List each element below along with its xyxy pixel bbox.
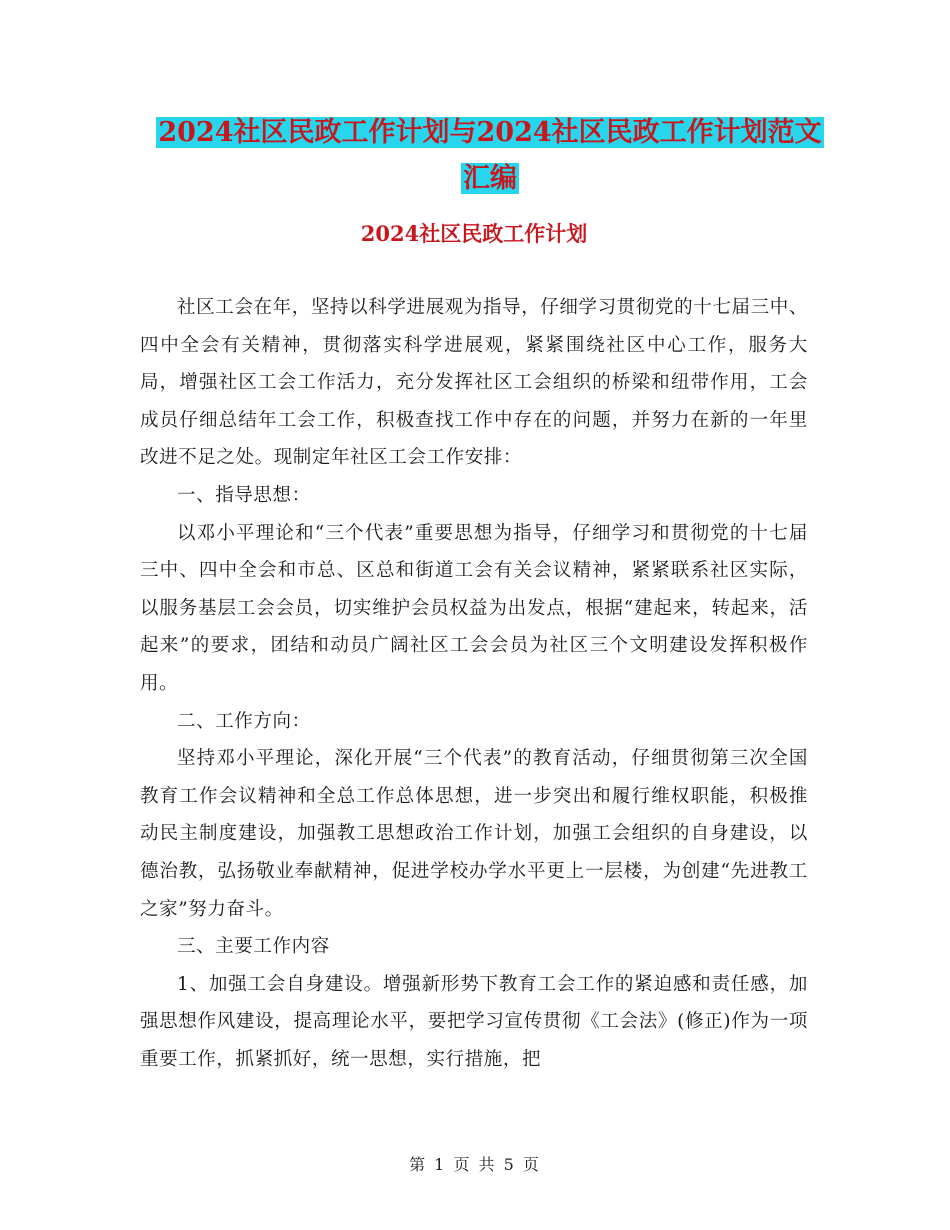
section-title: 2024社区民政工作计划	[360, 221, 588, 246]
page-footer: 第 1 页 共 5 页	[409, 1155, 541, 1174]
heading-work-direction: 二、工作方向：	[177, 710, 311, 732]
document-body	[140, 289, 808, 1078]
paragraph-intro: 社区工会在年，坚持以科学进展观为指导，仔细学习贯彻党的十七届三中、四中全会有关精神，贯彻落实科学进展观，紧紧围绕社区中心工作，服务大局，增强社区工会工作活力，充分发挥社区工会组织的桥梁和纽带作用，工会成员仔细总结年工会工作，积极查找工作中存在的问题，并努力在新的一年里改进不足之处。现制定年社区工会工作安排：	[140, 297, 808, 469]
heading-main-content: 三、主要工作内容	[177, 936, 330, 958]
document-title-line2: 汇编	[463, 163, 517, 194]
paragraph-item-1: 1、加强工会自身建设。增强新形势下教育工会工作的紧迫感和责任感，加强思想作风建设，提高理论水平，要把学习宣传贯彻《工会法》(修正)作为一项重要工作，抓紧抓好，统一思想，实行措施，把	[140, 973, 808, 1070]
document-title-line1: 2024社区民政工作计划与2024社区民政工作计划范文	[158, 117, 822, 148]
paragraph-guiding-ideology: 以邓小平理论和“三个代表”重要思想为指导，仔细学习和贯彻党的十七届三中、四中全会和市总、区总和街道工会有关会议精神，紧紧联系社区实际，以服务基层工会会员，切实维护会员权益为出发点，根据“建起来，转起来，活起来”的要求，团结和动员广阔社区工会会员为社区三个文明建设发挥积极作用。	[140, 522, 808, 694]
document-title	[140, 110, 840, 202]
heading-guiding-ideology: 一、指导思想：	[177, 484, 311, 506]
paragraph-work-direction: 坚持邓小平理论，深化开展“三个代表”的教育活动，仔细贯彻第三次全国教育工作会议精神和全总工作总体思想，进一步突出和履行维权职能，积极推动民主制度建设，加强教工思想政治工作计划，加强工会组织的自身建设，以德治教，弘扬敬业奉献精神，促进学校办学水平更上一层楼，为创建“先进教工之家”努力奋斗。	[140, 748, 808, 920]
